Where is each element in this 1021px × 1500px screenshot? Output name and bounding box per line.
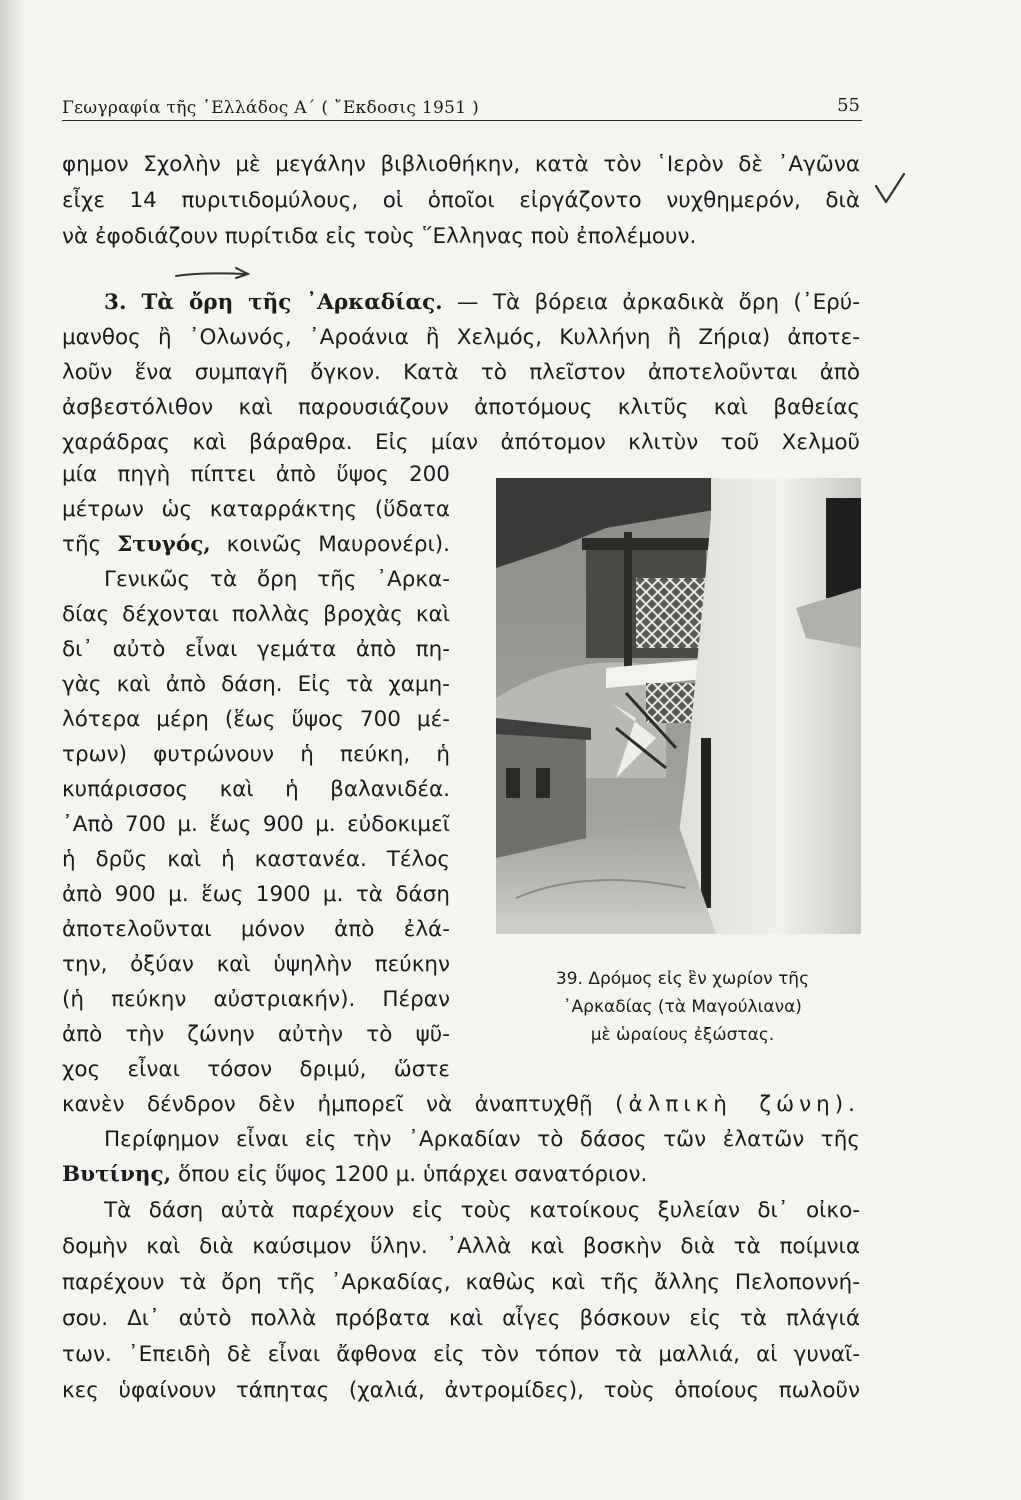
text-line: δι᾿ αὐτὸ εἶναι γεμάτα ἀπὸ πη- [62, 637, 450, 662]
text-line: Γενικῶς τὰ ὄρη τῆς ᾿Αρκα- [104, 567, 450, 592]
text-line: την, ὀξύαν καὶ ὑψηλὴν πεύκην [62, 952, 450, 977]
text-line: ᾿Απὸ 700 μ. ἕως 900 μ. εὐδοκιμεῖ [62, 812, 450, 837]
page-number: 55 [837, 95, 860, 116]
village-street-photo-image [496, 478, 861, 934]
text-line: μανθος ἢ ᾿Ολωνός, ᾿Αροάνια ἢ Χελμός, Κυλλήνη ἢ Ζήρια) ἀποτε- [62, 325, 860, 350]
text-line: μέτρων ὡς καταρράκτης (ὕδατα [62, 497, 450, 522]
text-line: Τὰ δάση αὐτὰ παρέχουν εἰς τοὺς κατοίκους ξυλείαν δι᾿ οἰκο- [104, 1198, 860, 1223]
text-line: κες ὑφαίνουν τάπητας (χαλιά, ἀντρομίδες), τοὺς ὁποίους πωλοῦν [62, 1378, 860, 1403]
text-line: ἀποτελοῦνται μόνον ἀπὸ ἐλά- [62, 917, 450, 942]
figure-caption-line: 39. Δρόμος εἰς ἓν χωρίον τῆς [555, 969, 810, 989]
text-line: Περίφημον εἶναι εἰς τὴν ᾿Αρκαδίαν τὸ δάσος τῶν ἐλατῶν τῆς [104, 1127, 860, 1152]
text-line: ἀπὸ 900 μ. ἕως 1900 μ. τὰ δάση [62, 882, 450, 907]
text-line: λότερα μέρη (ἕως ὕψος 700 μέ- [62, 707, 450, 732]
book-spine-shadow [0, 0, 24, 1500]
section-heading: 3. Τὰ ὄρη τῆς ᾿Αρκαδίας. [104, 290, 443, 315]
vytina-post: ὅπου εἰς ὕψος 1200 μ. ὑπάρχει σανατόριον. [177, 1162, 648, 1187]
pencil-arrow-icon [172, 262, 252, 280]
styx-bold: Στυγός, [117, 532, 211, 557]
text-line: εἶχε 14 πυριτιδομύλους, οἱ ὁποῖοι εἰργάζοντο νυχθημερόν, διὰ [62, 188, 860, 213]
vytina-bold: Βυτίνης, [62, 1162, 172, 1187]
styx-line [62, 530, 450, 560]
figure-photo [496, 478, 861, 934]
text-line: (ἡ πεύκην αὐστριακήν). Πέραν [62, 987, 450, 1012]
text-line: νὰ ἐφοδιάζουν πυρίτιδα εἰς τοὺς ῞Ελληνας ποὺ ἐπολέμουν. [62, 224, 697, 249]
text-line: ἡ δρῦς καὶ ἡ καστανέα. Τέλος [62, 847, 450, 872]
styx-post: κοινῶς Μαυρονέρι). [226, 532, 450, 557]
text-line: των. ᾿Επειδὴ δὲ εἶναι ἄφθονα εἰς τὸν τόπον τὰ μαλλιά, αἱ γυναῖ- [62, 1342, 860, 1367]
text-line: ἀσβεστόλιθον καὶ παρουσιάζουν ἀποτόμους κλιτῦς καὶ βαθείας [62, 395, 860, 420]
section-heading-rest: — Τὰ βόρεια ἀρκαδικὰ ὄρη (᾿Ερύ- [457, 290, 860, 315]
text-line: δομὴν καὶ διὰ καύσιμον ὕλην. ᾿Αλλὰ καὶ βοσκὴν διὰ τὰ ποίμνια [62, 1234, 860, 1259]
text-line: τρων) φυτρώνουν ἡ πεύκη, ἡ [62, 742, 450, 767]
alpine-line [62, 1090, 860, 1120]
text-line: μία πηγὴ πίπτει ἀπὸ ὕψος 200 [62, 462, 450, 487]
figure-caption-line: ᾿Αρκαδίας (τὰ Μαγούλιανα) [563, 997, 802, 1017]
text-line: λοῦν ἕνα συμπαγῆ ὄγκον. Κατὰ τὸ πλεῖστον ἀποτελοῦνται ἀπὸ [62, 360, 860, 385]
check-mark-icon [872, 172, 908, 206]
text-line: χαράδρας καὶ βάραθρα. Εἰς μίαν ἀπότομον κλιτὺν τοῦ Χελμοῦ [62, 430, 860, 455]
section-heading-line [104, 288, 860, 318]
text-line: γὰς καὶ ἀπὸ δάση. Εἰς τὰ χαμη- [62, 672, 450, 697]
text-line: φημον Σχολὴν μὲ μεγάλην βιβλιοθήκην, κατὰ τὸν ῾Ιερὸν δὲ ᾿Αγῶνα [62, 152, 860, 177]
text-line: χος εἶναι τόσον δριμύ, ὥστε [62, 1057, 450, 1082]
styx-pre: τῆς [62, 532, 102, 557]
alpine-zone-term: (ἀλπικὴ ζώνη). [615, 1092, 860, 1117]
figure-caption-line: μὲ ὡραίους ἐξώστας. [590, 1025, 775, 1045]
text-line: δίας δέχονται πολλὰς βροχὰς καὶ [62, 602, 450, 627]
text-line: παρέχουν τὰ ὄρη τῆς ᾿Αρκαδίας, καθὼς καὶ τῆς ἄλλης Πελοποννή- [62, 1270, 860, 1295]
running-title: Γεωγραφία τῆς ῾Ελλάδος Α΄ ( ῎Εκδοσις 1951 ) [62, 98, 480, 118]
alpine-pre: κανὲν δένδρον δὲν ἠμπορεῖ νὰ ἀναπτυχθῇ [62, 1092, 593, 1117]
text-line: ἀπὸ τὴν ζώνην αὐτὴν τὸ ψῦ- [62, 1022, 450, 1047]
vytina-line [62, 1160, 860, 1190]
text-line: κυπάρισσος καὶ ἡ βαλανιδέα. [62, 777, 450, 802]
text-line: σου. Δι᾿ αὐτὸ πολλὰ πρόβατα καὶ αἶγες βόσκουν εἰς τὰ πλάγιά [62, 1306, 860, 1331]
page-header [62, 92, 862, 121]
